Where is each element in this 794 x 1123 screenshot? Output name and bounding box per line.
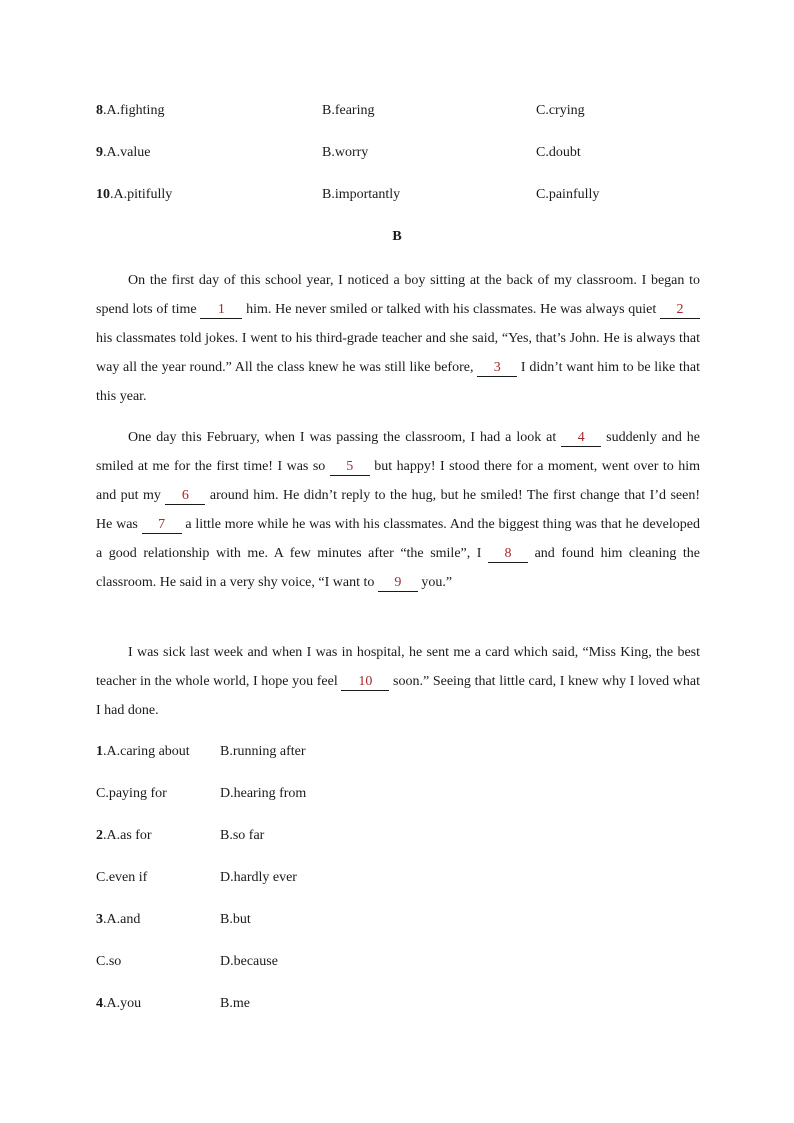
option-left: 3.A.and <box>96 912 141 927</box>
blank-6: 6 <box>165 488 205 505</box>
option-left: C.even if <box>96 870 148 885</box>
question-number: 9 <box>96 145 103 160</box>
option-right: D.because <box>220 954 278 969</box>
blank-10: 10 <box>341 674 389 691</box>
blank-2: 2 <box>660 302 700 319</box>
option-a: 8.A.fighting <box>96 103 165 118</box>
option-left: 1.A.caring about <box>96 744 190 759</box>
option-a: 9.A.value <box>96 145 151 160</box>
section-heading: B <box>392 229 402 244</box>
question-number: 8 <box>96 103 103 118</box>
option-right: D.hardly ever <box>220 870 297 885</box>
option-right: D.hearing from <box>220 786 307 801</box>
option-left: C.paying for <box>96 786 167 801</box>
blank-5: 5 <box>330 459 370 476</box>
question-number: 4 <box>96 996 103 1011</box>
passage-paragraph-2: One day this February, when I was passing the classroom, I had a look at 4 suddenly and he smiled at me for the first time! I was so 5 but happy! I stood there for a moment, went over to him and put my 6 around him. He didn’t reply to the hug, but he smiled! The first change that I’d seen! He was 7 a little more while he was with his classmates. And the biggest thing was that he developed a good relationship with me. A few minutes after “the smile”, I 8 and found him cleaning the classroom. He said in a very shy voice, “I want to 9 you.” <box>96 430 701 590</box>
option-right: B.so far <box>220 828 265 843</box>
option-c: C.painfully <box>536 187 600 202</box>
question-number: 1 <box>96 744 103 759</box>
option-c: C.crying <box>536 103 585 118</box>
option-b: B.importantly <box>322 187 401 202</box>
option-right: B.me <box>220 996 250 1011</box>
blank-8: 8 <box>488 546 528 563</box>
option-right: B.but <box>220 912 251 927</box>
question-number: 2 <box>96 828 103 843</box>
option-left: 2.A.as for <box>96 828 152 843</box>
option-b: B.fearing <box>322 103 375 118</box>
passage-paragraph-3: I was sick last week and when I was in hospital, he sent me a card which said, “Miss King, the best teacher in the whole world, I hope you feel 10 soon.” Seeing that little card, I knew why I loved what I had done. <box>96 645 700 718</box>
blank-4: 4 <box>561 430 601 447</box>
option-c: C.doubt <box>536 145 581 160</box>
blank-7: 7 <box>142 517 182 534</box>
question-number: 10 <box>96 187 110 202</box>
option-b: B.worry <box>322 145 369 160</box>
option-left: 4.A.you <box>96 996 142 1011</box>
option-a: 10.A.pitifully <box>96 187 173 202</box>
option-left: C.so <box>96 954 122 969</box>
blank-9: 9 <box>378 575 418 592</box>
question-number: 3 <box>96 912 103 927</box>
option-right: B.running after <box>220 744 306 759</box>
blank-1: 1 <box>200 302 242 319</box>
passage-paragraph-1: On the first day of this school year, I noticed a boy sitting at the back of my classroom. I began to spend lots of time 1 him. He never smiled or talked with his classmates. He was always quiet 2 his classmates told jokes. I went to his third-grade teacher and she said, “Yes, that’s John. He is always that way all the year round.” All the class knew he was still like before, 3 I didn’t want him to be like that this year. <box>96 273 701 404</box>
blank-3: 3 <box>477 360 517 377</box>
